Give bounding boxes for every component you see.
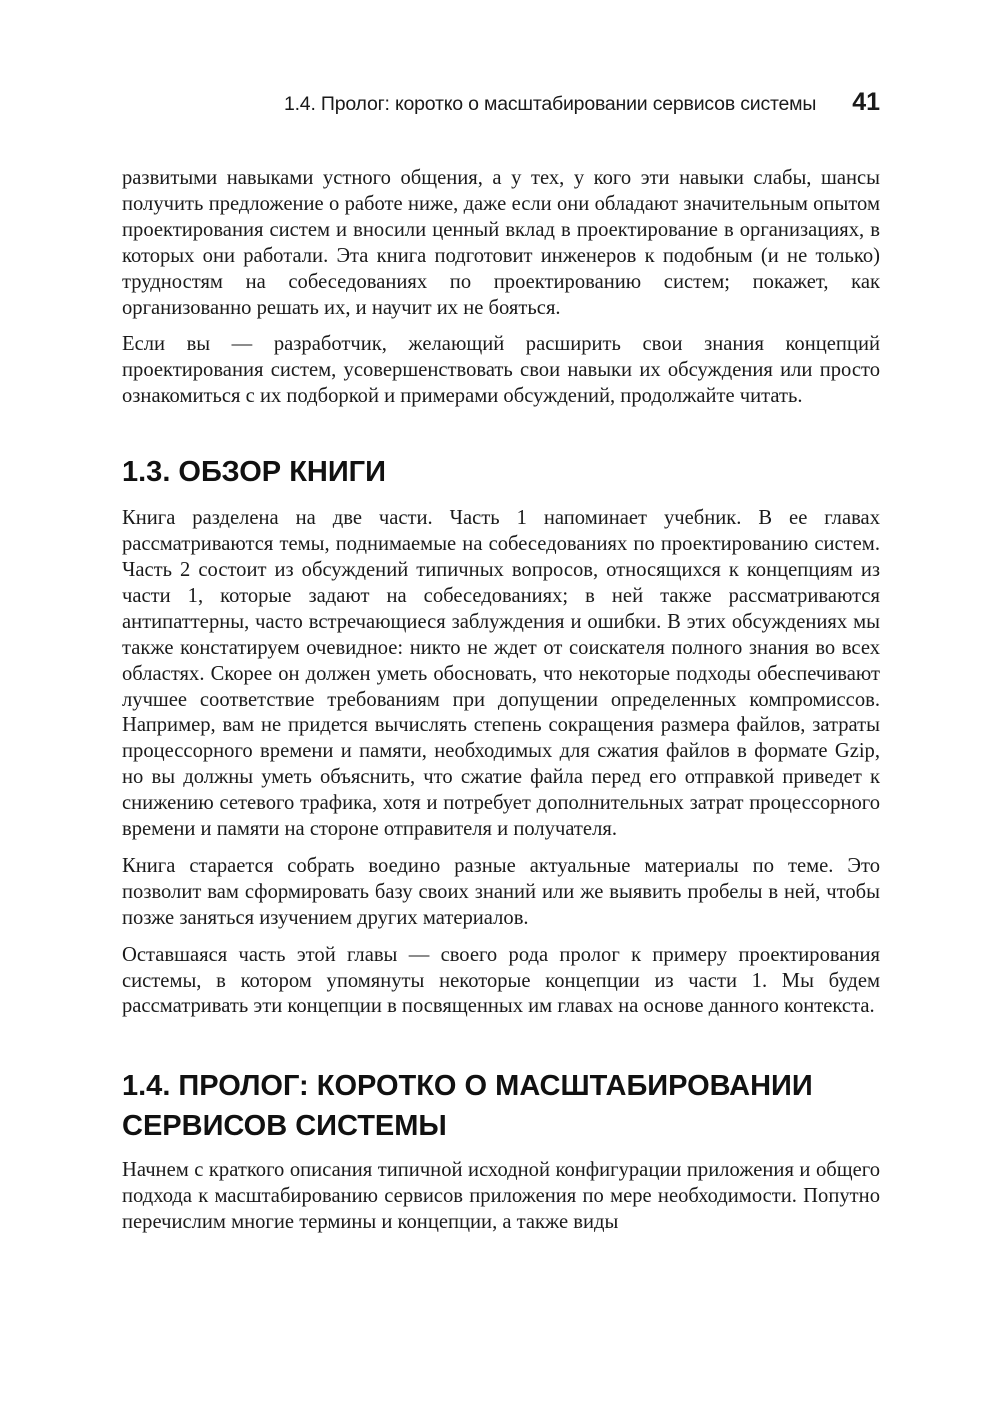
body-paragraph: Начнем с краткого описания типичной исходной конфигурации приложения и общего подхода к масштабированию сервисов приложения по мере необходимости. Попутно перечислим многие термины и концепции, а также виды (122, 1159, 880, 1234)
body-paragraph: развитыми навыками устного общения, а у тех, у кого эти навыки слабы, шансы получить предложение о работе ниже, даже если они обладают значительным опытом проектирования систем и вносили ценный вклад в проектирование в организациях, в которых они работали. Эта книга подготовит инженеров к подобным (и не только) трудностям на собеседованиях по проектированию систем; покажет, как организованно решать их, и научит их не бояться. (122, 167, 880, 319)
section-heading-prologue: 1.4. ПРОЛОГ: КОРОТКО О МАСШТАБИРОВАНИИ СЕРВИСОВ СИСТЕМЫ (122, 1070, 813, 1143)
body-paragraph: Оставшаяся часть этой главы — своего рода пролог к примеру проектирования системы, в котором упомянуты некоторые концепции из части 1. Мы будем рассматривать эти концепции в посвященных им главах на основе данного контекста. (122, 943, 880, 1018)
running-header (122, 88, 880, 124)
section-heading-book-overview: 1.3. ОБЗОР КНИГИ (122, 456, 386, 489)
body-paragraph: Книга разделена на две части. Часть 1 напоминает учебник. В ее главах рассматриваются темы, поднимаемые на собеседованиях по проектированию систем. Часть 2 состоит из обсуждений типичных вопросов, относящихся к концепциям из части 1, которые задают на собеседованиях; в ней также рассматриваются антипаттерны, часто встречающиеся заблуждения и ошибки. В этих обсуждениях мы также констатируем очевидное: никто не ждет от соискателя полного знания во всех областях. Скорее он должен уметь обосновать, что некоторые подходы обеспечивают лучшее соответствие требованиям при допущении определенных компромиссов. Например, вам не придется вычислять степень сокращения размера файлов, затраты процессорного времени и памяти, необходимых для сжатия файлов в формате Gzip, но вы должны уметь объяснить, что сжатие файла перед его отправкой приведет к снижению сетевого трафика, хотя и потребует дополнительных затрат процессорного времени и памяти на стороне отправителя и получателя. (122, 507, 880, 841)
body-paragraph: Если вы — разработчик, желающий расширить свои знания концепций проектирования систем, усовершенствовать свои навыки их обсуждения или просто ознакомиться с их подборкой и примерами обсуждений, продолжайте читать. (122, 333, 880, 408)
page-body (122, 166, 880, 1236)
running-title: 1.4. Пролог: коротко о масштабировании сервисов системы (283, 93, 817, 115)
body-paragraph: Книга старается собрать воедино разные актуальные материалы по теме. Это позволит вам сформировать базу своих знаний или же выявить пробелы в ней, чтобы позже заняться изучением других материалов. (122, 854, 880, 929)
page-number: 41 (852, 88, 880, 116)
